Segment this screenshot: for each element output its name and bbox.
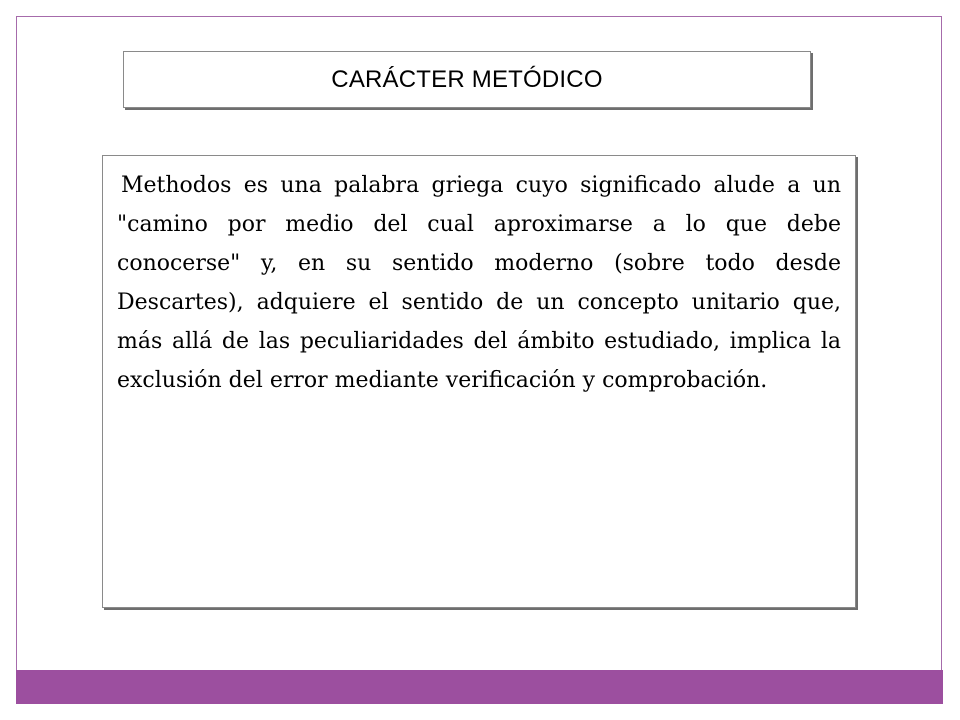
title-box [123,51,811,108]
slide-title: CARÁCTER METÓDICO [331,65,603,93]
body-paragraph: Methodos es una palabra griega cuyo significado alude a un "camino por medio del cual aproximarse a lo que debe conocerse" y, en su sentido moderno (sobre todo desde Descartes), adquiere el sentido de un concepto unitario que, más allá de las peculiaridades del ámbito estudiado, implica la exclusión del error mediante verificación y comprobación. [117,173,841,393]
accent-bar [16,670,943,704]
content-box [102,155,856,608]
